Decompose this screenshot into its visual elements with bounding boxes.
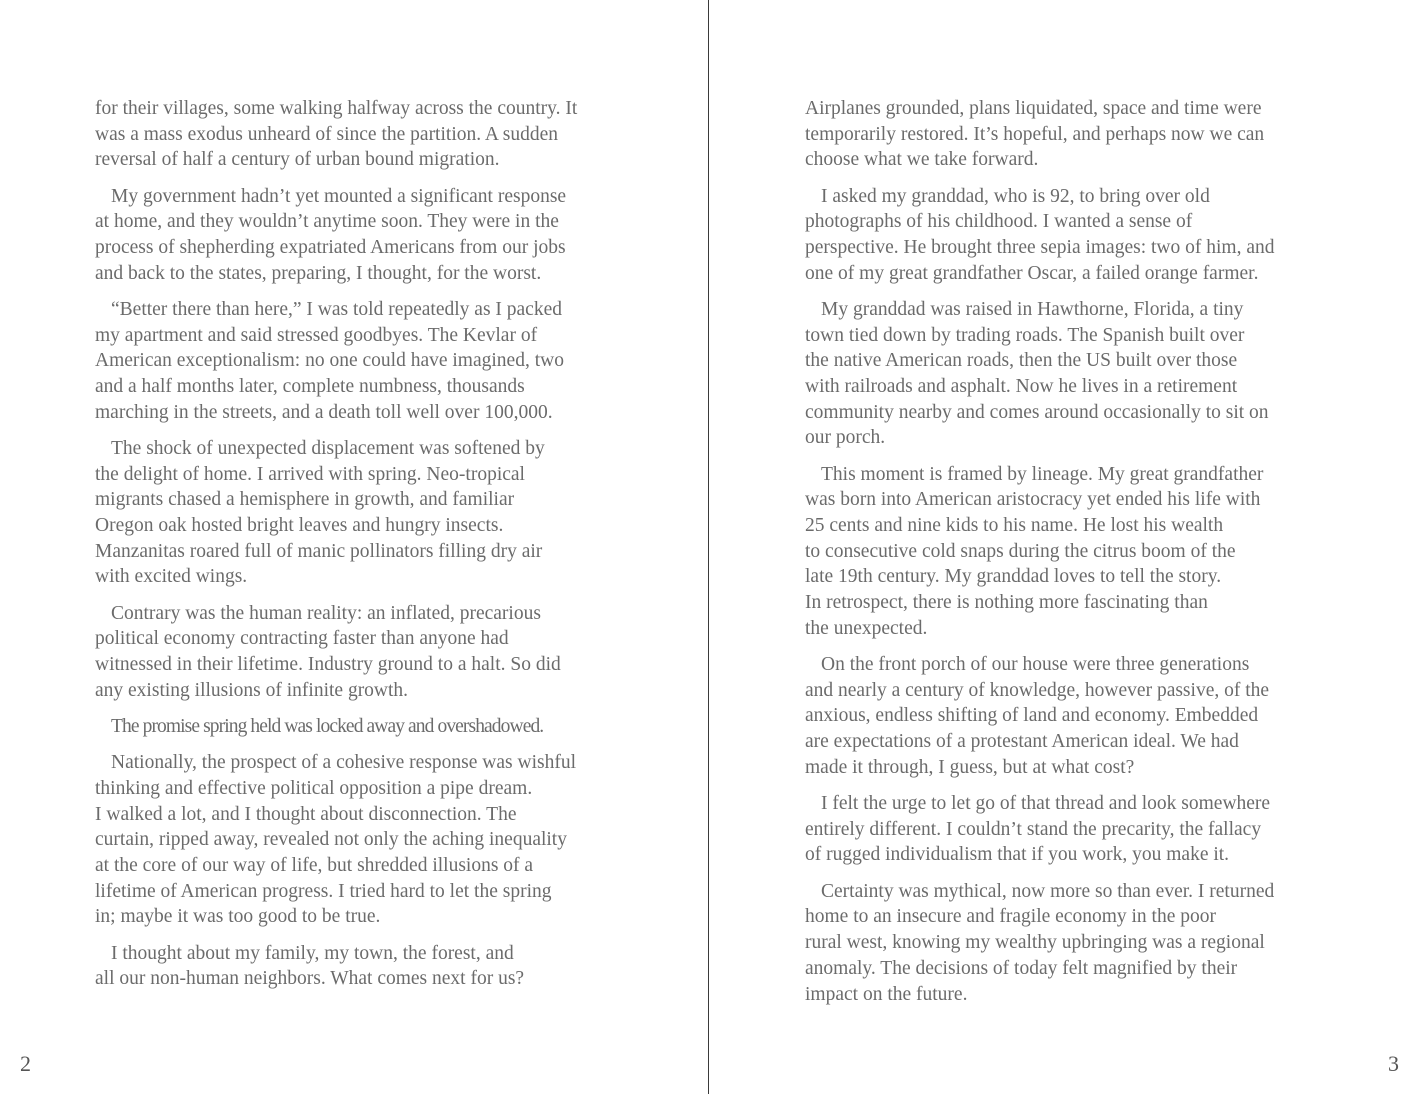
page-gutter-divider: [708, 0, 709, 1094]
right-page-body: [805, 96, 1325, 1018]
paragraph: Nationally, the prospect of a cohesive response was wishful thinking and effective political opposition a pipe dream. I walked a lot, and I thought about disconnection. The curtain, ripped away, revealed not only the aching inequality at the core of our way of life, but shredded illusions of a lifetime of American progress. I tried hard to let the spring in; maybe it was too good to be true.: [95, 752, 576, 928]
paragraph: I asked my granddad, who is 92, to bring over old photographs of his childhood. I wanted a sense of perspective. He brought three sepia images: two of him, and one of my great grandfather Oscar, a failed orange farmer.: [805, 185, 1275, 284]
paragraph: for their villages, some walking halfway across the country. It was a mass exodus unheard of since the partition. A sudden reversal of half a century of urban bound migration.: [95, 98, 578, 171]
paragraph: Contrary was the human reality: an inflated, precarious political economy contracting faster than anyone had witnessed in their lifetime. Industry ground to a halt. So did any existing illusions of infinite growth.: [95, 602, 561, 701]
paragraph: Airplanes grounded, plans liquidated, space and time were temporarily restored. It’s hopeful, and perhaps now we can choose what we take forward.: [805, 98, 1265, 171]
paragraph: This moment is framed by lineage. My great grandfather was born into American aristocracy yet ended his life with 25 cents and nine kids to his name. He lost his wealth to consecutive cold snaps during the citrus boom of the late 19th century. My granddad loves to tell the story. In retrospect, there is nothing more fascinating than the unexpected.: [805, 463, 1264, 639]
paragraph: My government hadn’t yet mounted a significant response at home, and they wouldn’t anytime soon. They were in the process of shepherding expatriated Americans from our jobs and back to the states, preparing, I thought, for the worst.: [95, 185, 567, 284]
left-page-body: [95, 96, 615, 1003]
paragraph: The promise spring held was locked away and overshadowed.: [111, 715, 544, 737]
right-page-number: 3: [1388, 1051, 1399, 1076]
paragraph: On the front porch of our house were three generations and nearly a century of knowledge, however passive, of the anxious, endless shifting of land and economy. Embedded are expectations of a protestant American ideal. We had made it through, I guess, but at what cost?: [805, 654, 1270, 778]
left-page-number: 2: [20, 1051, 31, 1076]
paragraph: I thought about my family, my town, the forest, and all our non-human neighbors. What comes next for us?: [95, 942, 525, 990]
paragraph: “Better there than here,” I was told repeatedly as I packed my apartment and said stressed goodbyes. The Kevlar of American exceptionalism: no one could have imagined, two and a half months later, complete numbness, thousands marching in the streets, and a death toll well over 100,000.: [95, 298, 564, 423]
paragraph: Certainty was mythical, now more so than ever. I returned home to an insecure and fragile economy in the poor rural west, knowing my wealthy upbringing was a regional anomaly. The decisions of today felt magnified by their impact on the future.: [805, 880, 1275, 1005]
paragraph: I felt the urge to let go of that thread and look somewhere entirely different. I couldn’t stand the precarity, the fallacy of rugged individualism that if you work, you make it.: [805, 793, 1271, 866]
paragraph: The shock of unexpected displacement was softened by the delight of home. I arrived with spring. Neo-tropical migrants chased a hemisphere in growth, and familiar Oregon oak hosted bright leaves and hungry insects. Manzanitas roared full of manic pollinators filling dry air with excited wings.: [95, 437, 545, 588]
paragraph: My granddad was raised in Hawthorne, Florida, a tiny town tied down by trading roads. The Spanish built over the native American roads, then the US built over those with railroads and asphalt. Now he lives in a retirement community nearby and comes around occasionally to sit on our porch.: [805, 298, 1269, 449]
